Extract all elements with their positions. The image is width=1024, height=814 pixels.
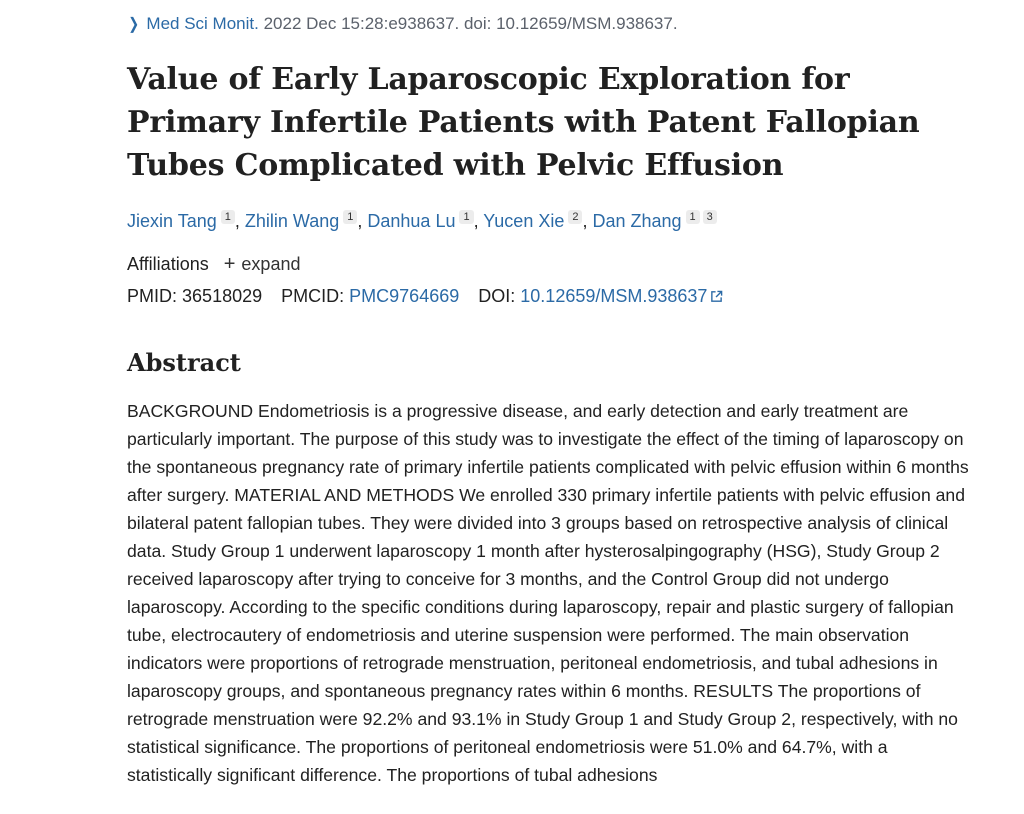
citation-details: 2022 Dec 15:28:e938637. doi: 10.12659/MSM.938637. — [263, 14, 678, 33]
affiliations-toggle-row — [127, 252, 300, 276]
affiliation-badge[interactable]: 2 — [568, 210, 582, 224]
author-link[interactable]: Yucen Xie — [483, 211, 565, 231]
doi-value: 10.12659/MSM.938637 — [520, 286, 708, 306]
identifiers-row — [127, 284, 723, 308]
pmcid-label: PMCID: — [281, 286, 345, 306]
affiliation-badge[interactable]: 1 — [686, 210, 700, 224]
affiliation-badge[interactable]: 1 — [221, 210, 235, 224]
pmcid-link[interactable]: PMC9764669 — [349, 286, 460, 306]
doi-label: DOI: — [478, 286, 516, 306]
chevron-right-icon[interactable]: ❯ — [128, 16, 140, 33]
journal-link[interactable]: Med Sci Monit. — [146, 14, 259, 33]
doi-link[interactable] — [520, 286, 723, 306]
affiliations-expand-button[interactable] — [224, 254, 301, 274]
external-link-icon — [710, 290, 723, 303]
author-link[interactable]: Dan Zhang — [592, 211, 682, 231]
author-link[interactable]: Zhilin Wang — [244, 211, 340, 231]
author-link[interactable]: Jiexin Tang — [127, 211, 217, 231]
pmid-label: PMID: — [127, 286, 178, 306]
pmid-value: 36518029 — [182, 286, 263, 306]
affiliation-badge[interactable]: 1 — [343, 210, 357, 224]
article-title: Value of Early Laparoscopic Exploration for Primary Infertile Patients with Patent Fallopian Tubes Complicated with Pelvic Effusion — [127, 62, 920, 183]
plus-icon: + — [223, 253, 236, 275]
affiliation-badge[interactable]: 3 — [703, 210, 717, 224]
affiliations-label: Affiliations — [127, 254, 209, 274]
abstract-heading: Abstract — [127, 348, 241, 377]
author-list: Jiexin Tang 1 , Zhilin Wang 1 , Danhua Lu 1 , Yucen Xie 2 , Dan Zhang 1 3 — [127, 208, 717, 234]
author-link[interactable]: Danhua Lu — [367, 211, 456, 231]
journal-citation — [127, 13, 678, 36]
affiliation-badge[interactable]: 1 — [459, 210, 473, 224]
abstract-text: BACKGROUND Endometriosis is a progressive disease, and early detection and early treatment are particularly important. The purpose of this study was to investigate the effect of the timing of laparoscopy on the spontaneous pregnancy rate of primary infertile patients complicated with pelvic effusion within 6 months after surgery. MATERIAL AND METHODS We enrolled 330 primary infertile patients with pelvic effusion and bilateral patent fallopian tubes. They were divided into 3 groups based on retrospective analysis of clinical data. Study Group 1 underwent laparoscopy 1 month after hysterosalpingography (HSG), Study Group 2 received laparoscopy after trying to conceive for 3 months, and the Control Group did not undergo laparoscopy. According to the specific conditions during laparoscopy, repair and plastic surgery of fallopian tube, electrocautery of endometriosis and uterine suspension were performed. The main observation indicators were proportions of retrograde menstruation, peritoneal endometriosis, and tubal adhesions in laparoscopy groups, and spontaneous pregnancy rates within 6 months. RESULTS The proportions of retrograde menstruation were 92.2% and 93.1% in Study Group 1 and Study Group 2, respectively, with no statistical significance. The proportions of peritoneal endometriosis were 51.0% and 64.7%, with a statistically significant difference. The proportions of tubal adhesions — [127, 401, 969, 785]
expand-label: expand — [241, 254, 301, 274]
